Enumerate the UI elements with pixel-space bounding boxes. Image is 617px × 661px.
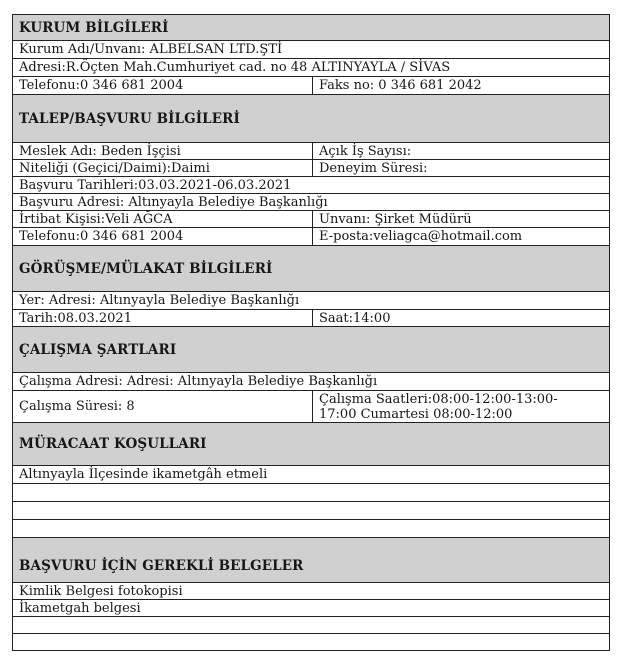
- row-meslek: [12, 142, 610, 159]
- row-empty: [12, 501, 610, 519]
- row-gorusme-yer: [12, 291, 610, 309]
- kurum-faks: Faks no: 0 346 681 2042: [312, 77, 611, 94]
- row-niteligi: [12, 159, 610, 176]
- section-header-muracaat: [12, 422, 610, 465]
- section-title: ÇALIŞMA ŞARTLARI: [19, 341, 177, 358]
- section-title: KURUM BİLGİLERİ: [19, 19, 169, 36]
- application-form: [12, 14, 610, 659]
- calisma-saatleri: [312, 391, 611, 422]
- table-bottom-border: [12, 650, 610, 651]
- kurum-telefon: Telefonu:0 346 681 2004: [19, 78, 184, 93]
- calisma-adresi: Çalışma Adresi: Adresi: Altınyayla Belediye Başkanlığı: [19, 374, 378, 389]
- row-kurum-adi: [12, 40, 610, 58]
- row-empty: [12, 483, 610, 501]
- irtibat-kisisi: İrtibat Kişisi:Veli AĞCA: [19, 212, 173, 227]
- row-belge: [12, 582, 610, 599]
- section-header-gorusme: [12, 245, 610, 291]
- meslek-adi: Meslek Adı: Beden İşçisi: [19, 144, 181, 159]
- row-gorusme-tarih: [12, 309, 610, 326]
- belge-item: Kimlik Belgesi fotokopisi: [19, 584, 183, 599]
- row-empty: [12, 616, 610, 633]
- section-header-calisma: [12, 326, 610, 372]
- unvan: Unvanı: Şirket Müdürü: [312, 211, 611, 227]
- section-header-kurum: [12, 14, 610, 40]
- row-irtibat: [12, 210, 610, 227]
- row-empty: [12, 633, 610, 650]
- section-header-belgeler: [12, 537, 610, 582]
- section-header-talep: [12, 94, 610, 142]
- gorusme-saat: Saat:14:00: [312, 310, 611, 326]
- section-title: GÖRÜŞME/MÜLAKAT BİLGİLERİ: [19, 260, 273, 277]
- row-talep-iletisim: [12, 227, 610, 245]
- calisma-suresi: Çalışma Süresi: 8: [19, 399, 135, 414]
- niteligi: Niteliği (Geçici/Daimi):Daimi: [19, 161, 210, 176]
- section-title: BAŞVURU İÇİN GEREKLİ BELGELER: [19, 558, 304, 574]
- gorusme-tarih: Tarih:08.03.2021: [19, 311, 132, 326]
- basvuru-tarihleri: Başvuru Tarihleri:03.03.2021-06.03.2021: [19, 178, 292, 193]
- gorusme-yer: Yer: Adresi: Altınyayla Belediye Başkanlığı: [19, 293, 300, 308]
- basvuru-adresi: Başvuru Adresi: Altınyayla Belediye Başkanlığı: [19, 195, 328, 210]
- belge-item: İkametgah belgesi: [19, 601, 141, 616]
- kurum-adi: Kurum Adı/Unvanı: ALBELSAN LTD.ŞTİ: [19, 42, 283, 57]
- acik-is-sayisi: Açık İş Sayısı:: [312, 143, 611, 159]
- calisma-saatleri-line-2: 17:00 Cumartesi 08:00-12:00: [319, 407, 513, 422]
- section-title: TALEP/BAŞVURU BİLGİLERİ: [19, 110, 240, 127]
- muracaat-kosulu: Altınyayla İlçesinde ikametgâh etmeli: [19, 467, 268, 482]
- row-kurum-telefon: [12, 76, 610, 94]
- section-title: MÜRACAAT KOŞULLARI: [19, 436, 207, 452]
- row-belge: [12, 599, 610, 616]
- row-basvuru-tarihleri: [12, 176, 610, 193]
- row-basvuru-adresi: [12, 193, 610, 210]
- kurum-adres: Adresi:R.Öçten Mah.Cumhuriyet cad. no 48 ALTINYAYLA / SİVAS: [19, 60, 451, 75]
- row-calisma-suresi: [12, 390, 610, 422]
- eposta: E-posta:veliagca@hotmail.com: [312, 228, 611, 245]
- deneyim-suresi: Deneyim Süresi:: [312, 160, 611, 176]
- row-muracaat-kosul: [12, 465, 610, 483]
- talep-telefon: Telefonu:0 346 681 2004: [19, 229, 184, 244]
- row-empty: [12, 519, 610, 537]
- row-kurum-adres: [12, 58, 610, 76]
- calisma-saatleri-line-1: Çalışma Saatleri:08:00-12:00-13:00-: [319, 392, 558, 407]
- row-calisma-adresi: [12, 372, 610, 390]
